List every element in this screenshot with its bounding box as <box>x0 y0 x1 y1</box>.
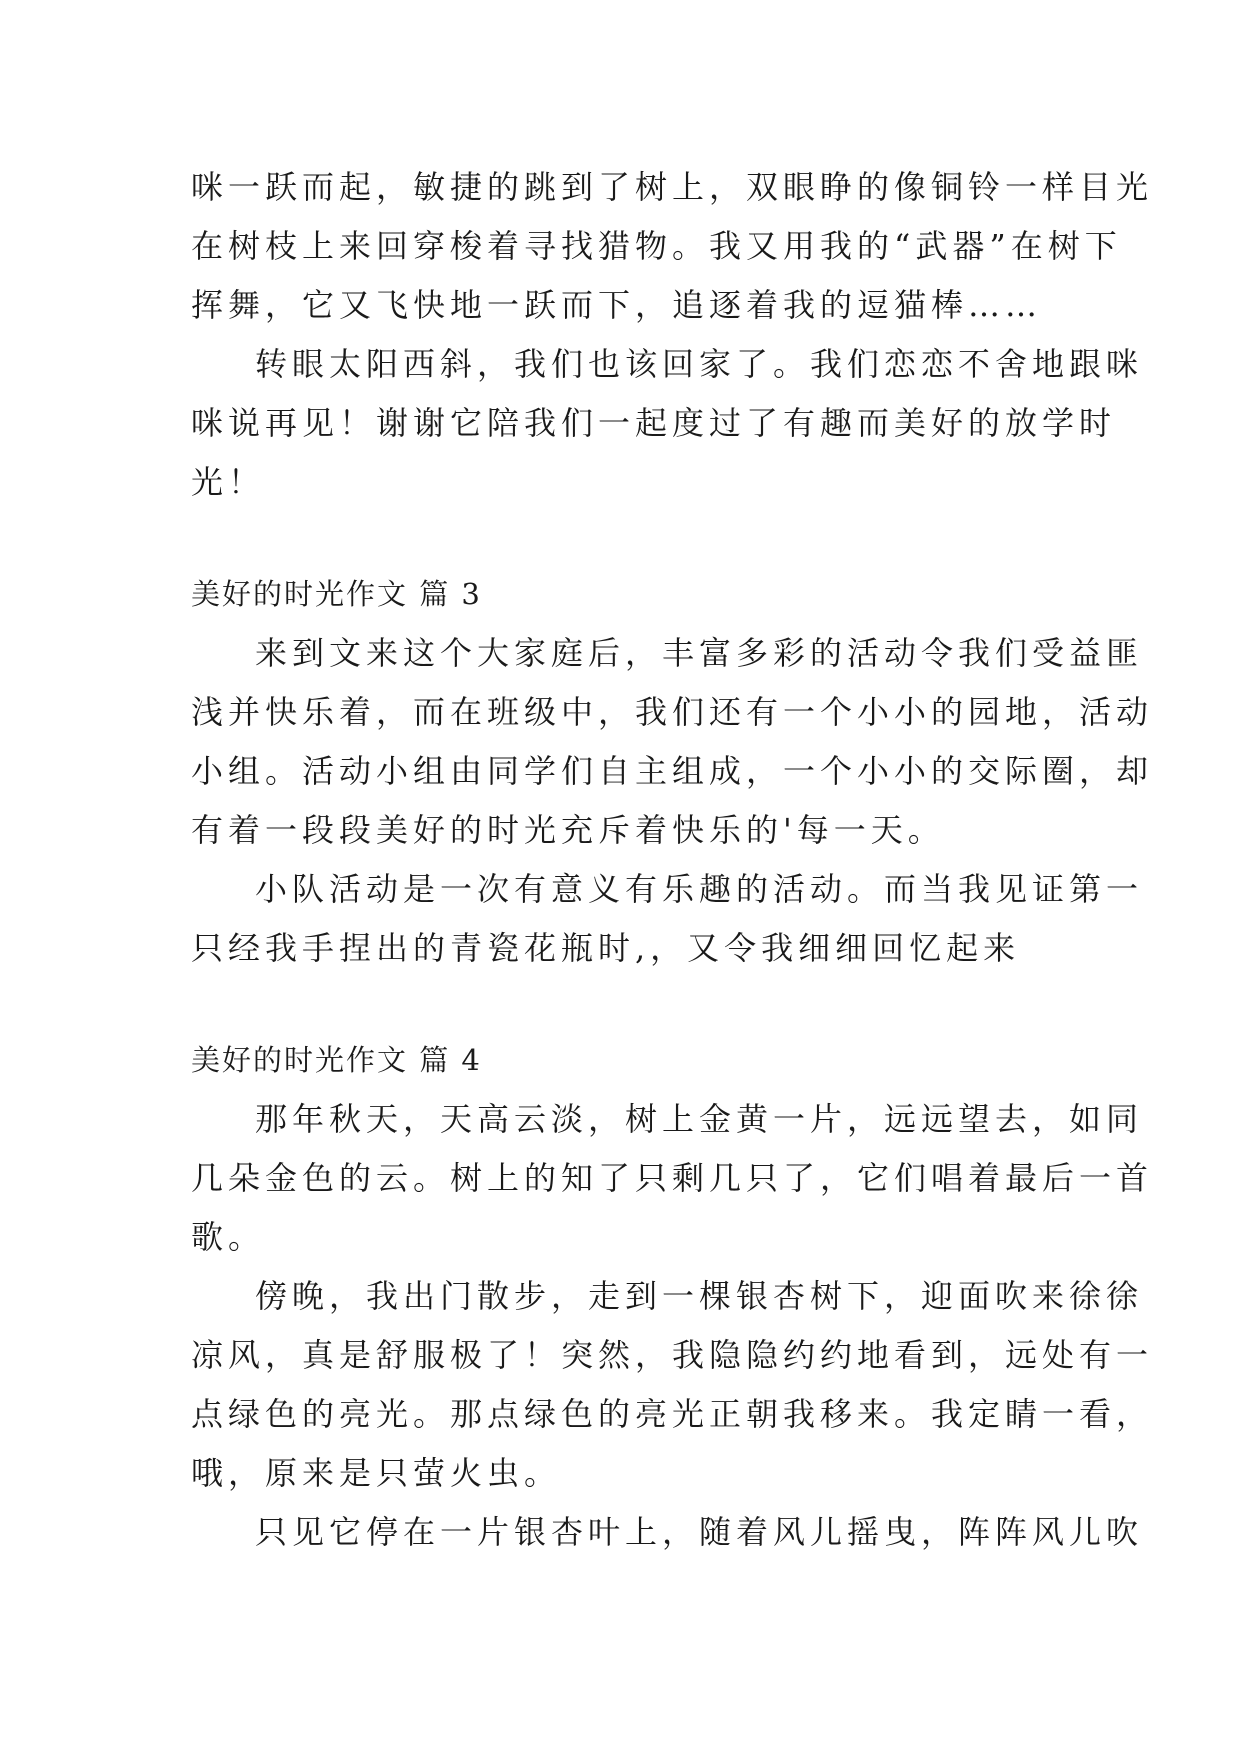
text-line: 只经我手捏出的青瓷花瓶时,，又令我细细回忆起来 <box>191 929 1021 967</box>
text-line: 在树枝上来回穿梭着寻找猎物。我又用我的“武器”在树下 <box>191 227 1122 265</box>
text-line: 傍晚，我出门散步，走到一棵银杏树下，迎面吹来徐徐 <box>255 1277 1144 1315</box>
text-line: 挥舞，它又飞快地一跃而下，追逐着我的逗猫棒…… <box>191 286 1043 324</box>
text-line: 来到文来这个大家庭后，丰富多彩的活动令我们受益匪 <box>255 634 1144 672</box>
text-line: 小组。活动小组由同学们自主组成，一个小小的交际圈，却 <box>191 752 1154 790</box>
text-line: 有着一段段美好的时光充斥着快乐的'每一天。 <box>191 811 945 849</box>
text-line: 点绿色的亮光。那点绿色的亮光正朝我移来。我定睛一看， <box>191 1395 1154 1433</box>
text-line: 浅并快乐着，而在班级中，我们还有一个小小的园地，活动 <box>191 693 1154 731</box>
text-line: 咪一跃而起，敏捷的跳到了树上，双眼睁的像铜铃一样目光 <box>191 168 1154 206</box>
section-heading: 美好的时光作文 篇 4 <box>191 1043 482 1077</box>
text-line: 凉风，真是舒服极了！突然，我隐隐约约地看到，远处有一 <box>191 1336 1154 1374</box>
text-line: 几朵金色的云。树上的知了只剩几只了，它们唱着最后一首 <box>191 1159 1154 1197</box>
text-line: 咪说再见！谢谢它陪我们一起度过了有趣而美好的放学时 <box>191 404 1117 442</box>
text-line: 那年秋天，天高云淡，树上金黄一片，远远望去，如同 <box>255 1100 1144 1138</box>
text-line: 只见它停在一片银杏叶上，随着风儿摇曳，阵阵风儿吹 <box>255 1513 1144 1551</box>
text-line: 哦，原来是只萤火虫。 <box>191 1454 562 1492</box>
section-heading: 美好的时光作文 篇 3 <box>191 577 482 611</box>
text-line: 转眼太阳西斜，我们也该回家了。我们恋恋不舍地跟咪 <box>255 345 1144 383</box>
text-line: 歌。 <box>191 1218 266 1256</box>
text-line: 小队活动是一次有意义有乐趣的活动。而当我见证第一 <box>255 870 1144 908</box>
text-line: 光！ <box>191 463 266 501</box>
